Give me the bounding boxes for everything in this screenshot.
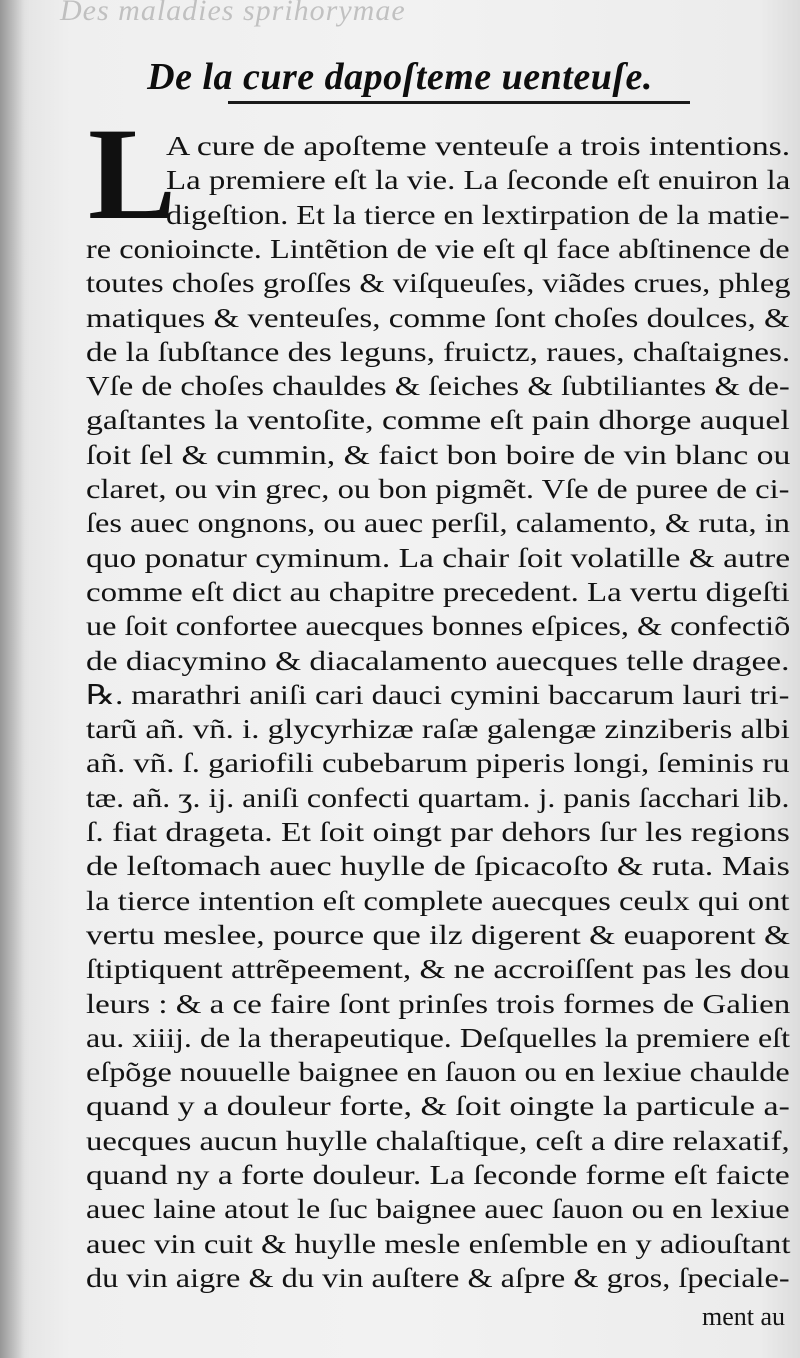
text-line: quand ny a forte douleur. La ſeconde forme eſt faicte <box>86 1159 790 1190</box>
text-line: A cure de apoſteme venteuſe a trois intentions. <box>166 130 791 161</box>
text-line: toutes choſes groſſes & viſqueuſes, viãdes crues, phleg <box>86 267 791 299</box>
text-line: de diacymino & diacalamento auecques telle dragee. <box>86 644 790 676</box>
title-rule <box>228 101 690 104</box>
running-head: Des maladies sprihorymae <box>60 0 406 27</box>
text-line: digeſtion. Et la tierce en lextirpation de la matie- <box>166 198 790 230</box>
text-line: ſes auec ongnons, ou auec perſil, calamento, & ruta, in <box>86 507 790 539</box>
text-line: du vin aigre & du vin auſtere & aſpre & gros, ſpeciale- <box>86 1261 790 1293</box>
text-line: ſtiptiquent attrẽpeement, & ne accroiſſent pas les dou <box>86 953 790 985</box>
text-line: gaſtantes la ventoſite, comme eſt pain dhorge auquel <box>86 404 790 436</box>
text-line: au. xiiij. de la therapeutique. Deſquelles la premiere eſt <box>86 1021 790 1053</box>
text-line: leurs : & a ce faire ſont prinſes trois formes de Galien <box>86 987 791 1019</box>
text-line: ſ. fiat drageta. Et ſoit oingt par dehors ſur les regions <box>86 816 790 847</box>
text-line: quand y a douleur forte, & ſoit oingte la particule a- <box>86 1090 790 1122</box>
drop-cap-initial: L <box>88 100 177 247</box>
text-line: re conioincte. Lintẽtion de vie eſt ql face abſtinence de <box>86 232 790 264</box>
text-line: la tierce intention eſt complete auecques ceulx qui ont <box>86 884 790 916</box>
text-line: auec vin cuit & huylle mesle enſemble en y adiouſtant <box>86 1227 791 1259</box>
text-line: uecques aucun huylle chalaſtique, ceſt a dire relaxatif, <box>86 1124 790 1156</box>
text-line: ℞. marathri aniſi cari dauci cymini baccarum lauri tri- <box>86 678 790 710</box>
text-line: comme eſt dict au chapitre precedent. La vertu digeſti <box>86 575 790 607</box>
chapter-title: De la cure dapoſteme uenteuſe. <box>147 56 653 98</box>
text-line: claret, ou vin grec, ou bon pigmẽt. Vſe de puree de ci- <box>86 473 790 504</box>
text-line: La premiere eſt la vie. La ſeconde eſt enuiron la <box>166 164 791 196</box>
text-line: Vſe de choſes chauldes & ſeiches & ſubtiliantes & de- <box>86 370 790 402</box>
text-line: auec laine atout le ſuc baignee auec ſauon ou en lexiue <box>86 1193 790 1225</box>
text-line: de leſtomach auec huylle de ſpicacoſto & ruta. Mais <box>86 850 790 882</box>
text-line: de la ſubſtance des leguns, fruictz, raues, chaſtaignes. <box>86 335 791 367</box>
text-line: vertu meslee, pource que ilz digerent & euaporent & <box>86 918 791 950</box>
text-line: eſpõge nouuelle baignee en ſauon ou en lexiue chaulde <box>86 1056 790 1088</box>
text-line: ue ſoit confortee auecques bonnes eſpices, & confectiõ <box>86 610 791 642</box>
text-line: matiques & venteuſes, comme ſont choſes doulces, & <box>86 301 790 333</box>
text-line: tæ. añ. ʒ. ij. aniſi confecti quartam. j. panis ſacchari lib. <box>86 781 790 813</box>
text-line: quo ponatur cyminum. La chair ſoit volatille & autre <box>86 541 791 573</box>
text-line: ſoit ſel & cummin, & faict bon boire de vin blanc ou <box>86 438 791 470</box>
catchword: ment au <box>702 1302 786 1331</box>
text-line: añ. vñ. ſ. gariofili cubebarum piperis longi, ſeminis ru <box>86 747 790 779</box>
text-line: tarũ añ. vñ. i. glycyrhizæ raſæ galengæ zinziberis albi <box>86 713 790 745</box>
gutter-shadow <box>0 0 24 1358</box>
